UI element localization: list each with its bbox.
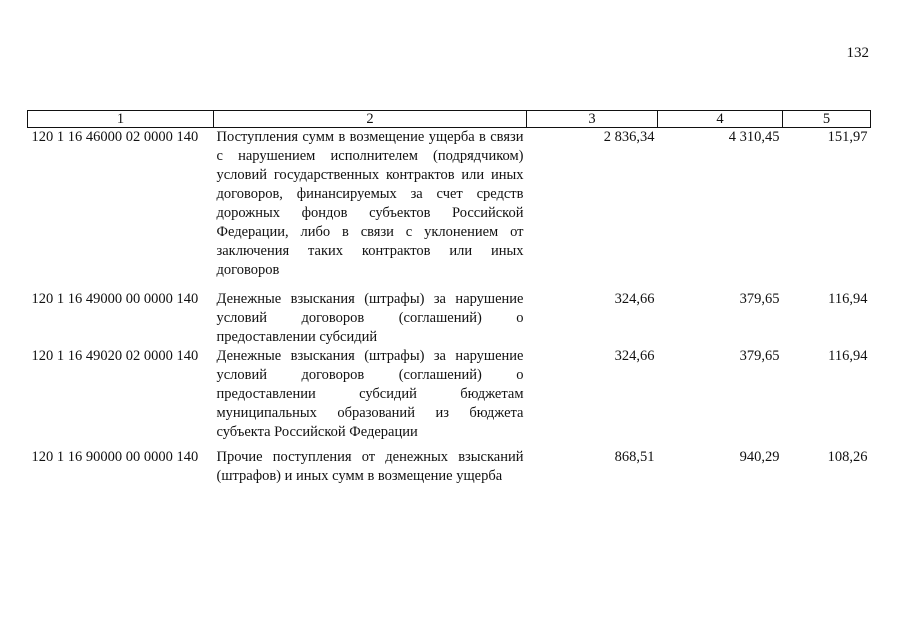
column-header-2: 2 bbox=[214, 111, 527, 128]
value-col-5: 151,97 bbox=[827, 129, 868, 145]
revenue-code: 120 1 16 49000 00 0000 140 bbox=[31, 291, 199, 307]
revenue-description: Денежные взыскания (штрафы) за нарушение условий договоров (соглашений) о предоставлении субсидий bbox=[216, 291, 524, 345]
table-row bbox=[28, 448, 871, 486]
value-col-4: 379,65 bbox=[739, 348, 780, 364]
revenue-description: Поступления сумм в возмещение ущерба в связи с нарушением исполнителем (подрядчиком) условий государственных контрактов или иных договоров, финансируемых за счет средств дорожных фондов субъектов Российской Федерации, либо в связи с уклонением от заключения таких контрактов или иных договоров bbox=[216, 129, 524, 278]
budget-table bbox=[27, 110, 871, 486]
value-col-5: 116,94 bbox=[828, 291, 868, 307]
revenue-description: Денежные взыскания (штрафы) за нарушение условий договоров (соглашений) о предоставлении субсидий бюджетам муниципальных образований из бюджета субъекта Российской Федерации bbox=[216, 348, 524, 440]
value-col-5: 108,26 bbox=[827, 449, 868, 465]
column-header-1: 1 bbox=[28, 111, 214, 128]
revenue-code: 120 1 16 90000 00 0000 140 bbox=[31, 449, 199, 465]
table-row bbox=[28, 128, 871, 291]
table-header-row bbox=[28, 111, 871, 128]
value-col-3: 2 836,34 bbox=[603, 129, 655, 145]
page-number: 132 bbox=[846, 45, 869, 61]
value-col-4: 379,65 bbox=[739, 291, 780, 307]
column-header-4: 4 bbox=[658, 111, 783, 128]
value-col-3: 324,66 bbox=[614, 291, 655, 307]
value-col-4: 940,29 bbox=[739, 449, 780, 465]
table-row bbox=[28, 290, 871, 347]
column-header-3: 3 bbox=[527, 111, 658, 128]
value-col-4: 4 310,45 bbox=[728, 129, 780, 145]
revenue-code: 120 1 16 49020 02 0000 140 bbox=[31, 348, 199, 364]
revenue-description: Прочие поступления от денежных взысканий (штрафов) и иных сумм в возмещение ущерба bbox=[216, 449, 524, 484]
value-col-5: 116,94 bbox=[828, 348, 868, 364]
value-col-3: 324,66 bbox=[614, 348, 655, 364]
column-header-5: 5 bbox=[783, 111, 871, 128]
table-row bbox=[28, 347, 871, 448]
value-col-3: 868,51 bbox=[614, 449, 655, 465]
revenue-code: 120 1 16 46000 02 0000 140 bbox=[31, 129, 199, 145]
